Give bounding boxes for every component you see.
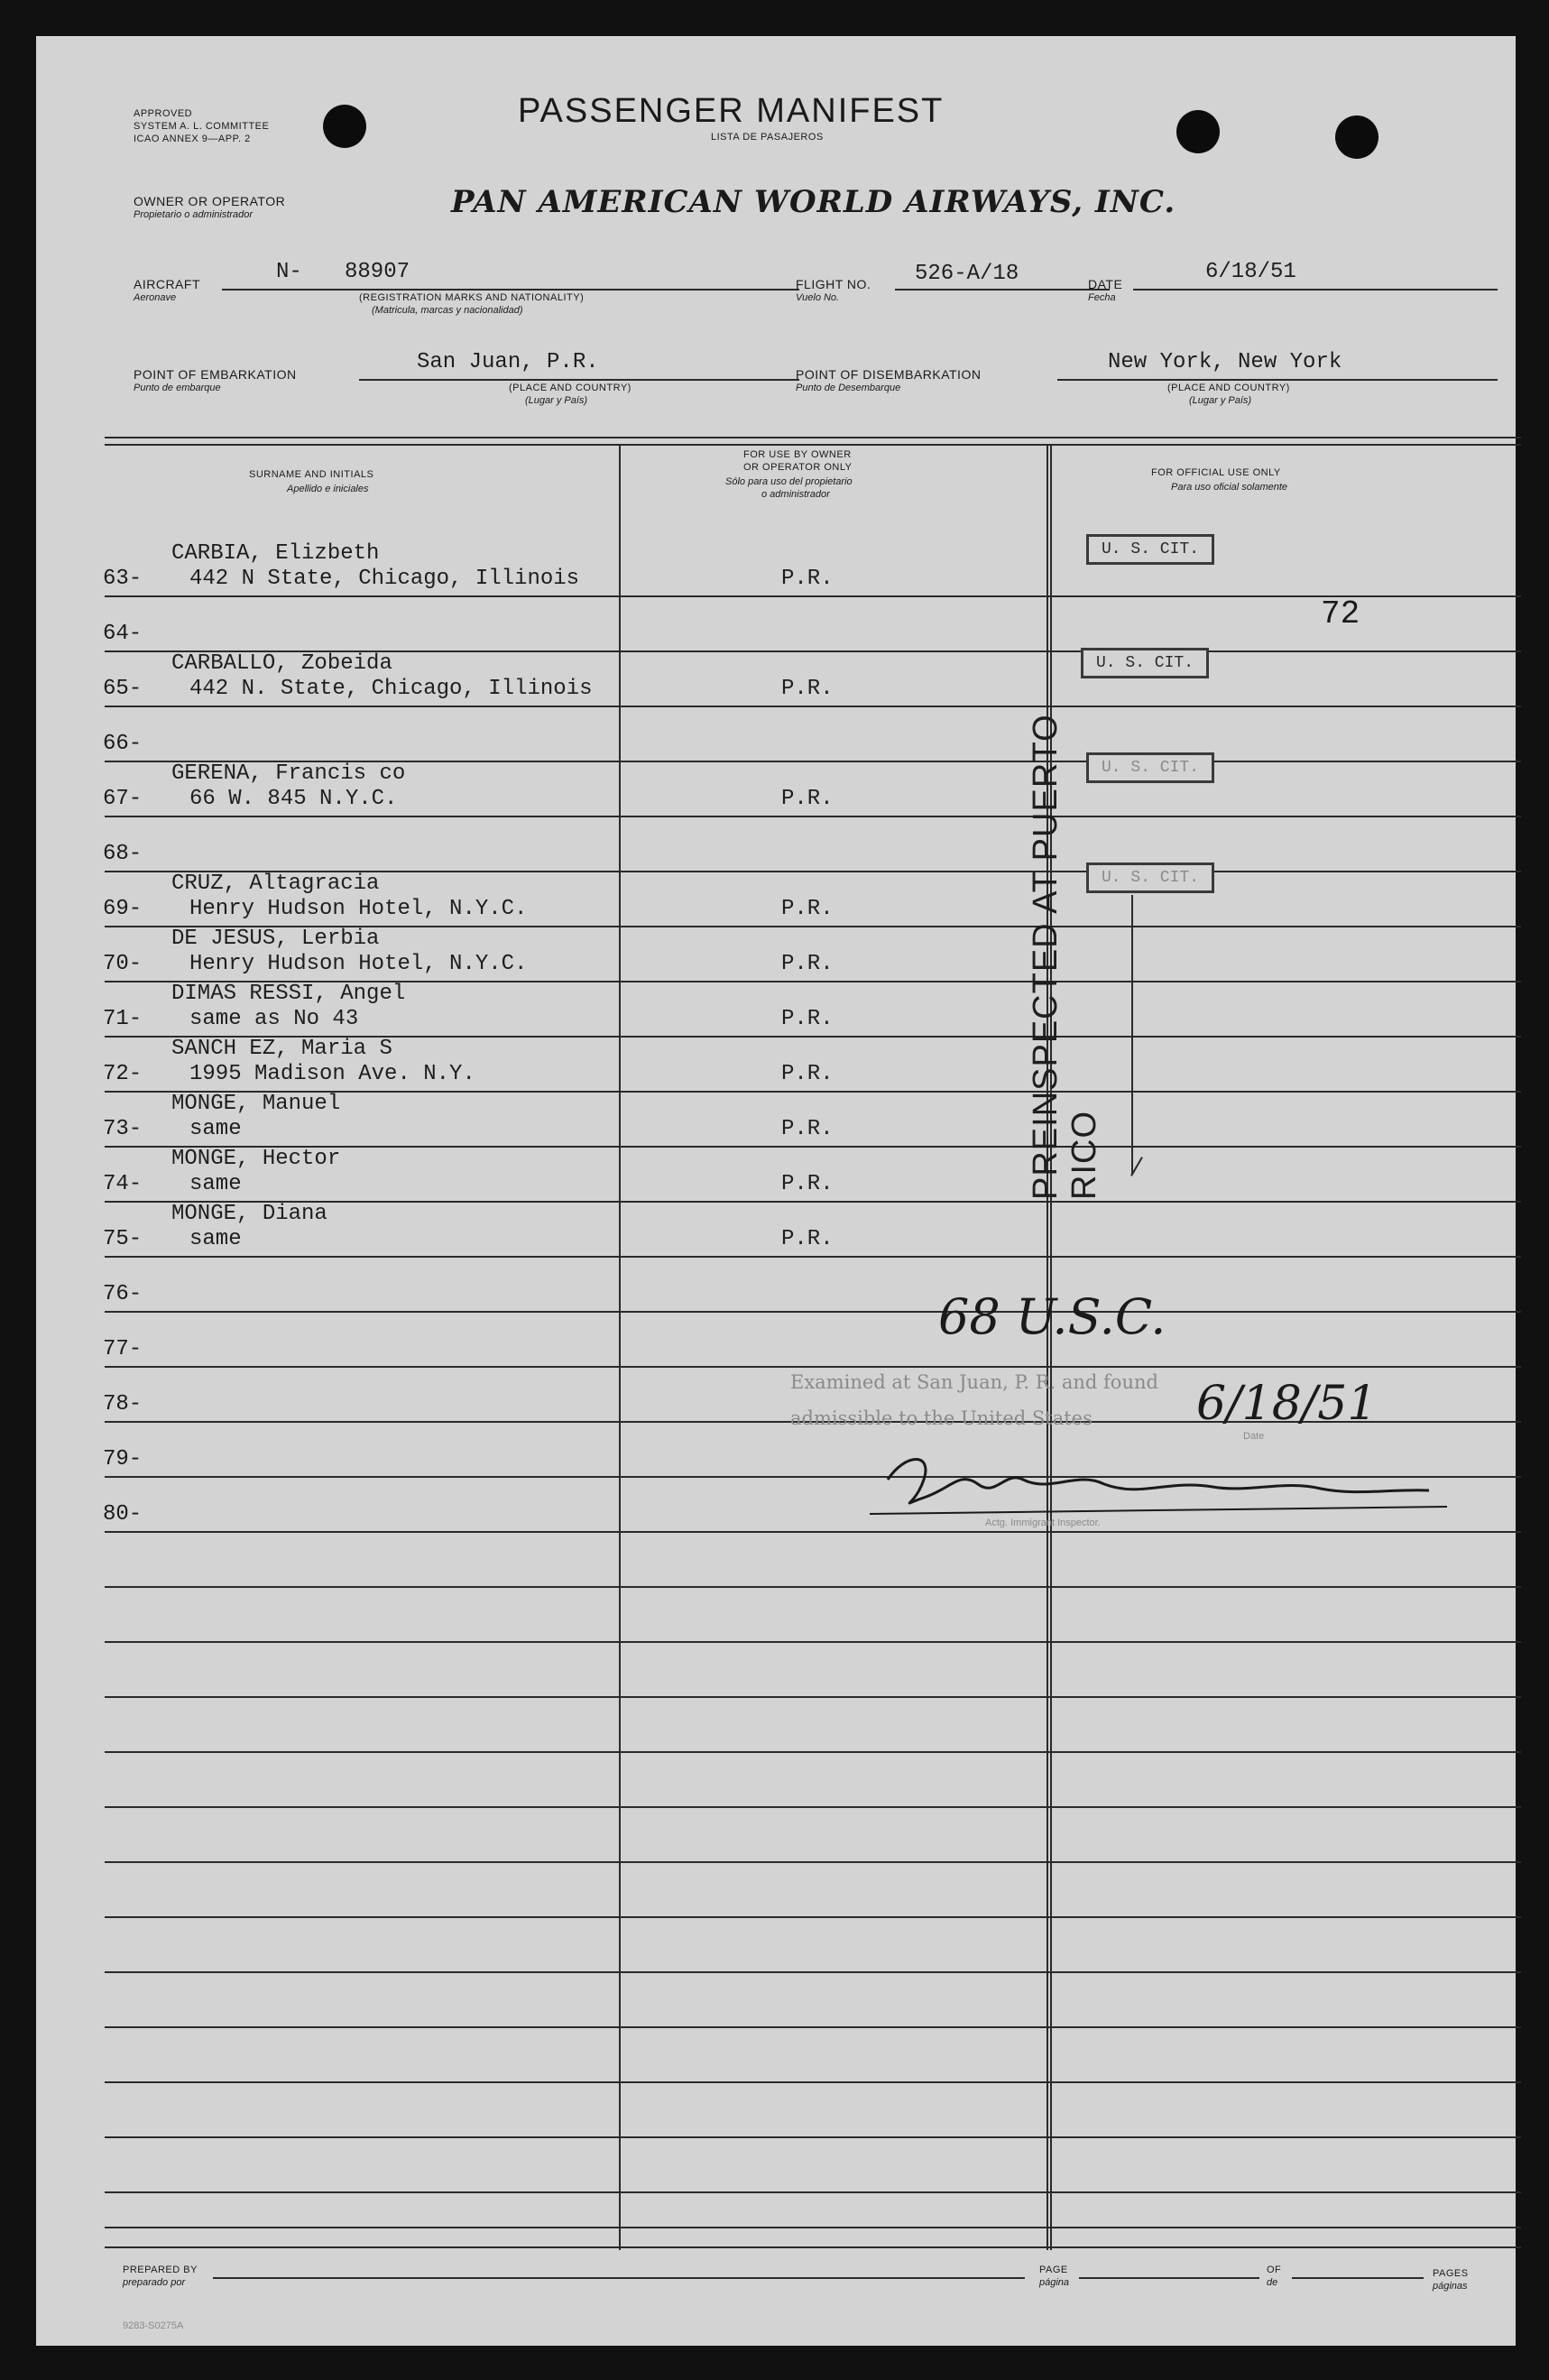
- passenger-name: MONGE, Manuel: [171, 1092, 341, 1116]
- us-cit-stamp: U. S. CIT.: [1086, 752, 1214, 783]
- col-header-surname-es: Apellido e iniciales: [287, 484, 369, 494]
- passenger-address: same: [189, 1172, 242, 1196]
- row-rule: [105, 1751, 1521, 1753]
- operator-use: P.R.: [781, 567, 834, 591]
- row-number: 72-: [103, 1062, 143, 1086]
- row-rule: [105, 2026, 1521, 2028]
- manifest-sheet: [36, 36, 1516, 2346]
- passenger-name: CARBIA, Elizbeth: [171, 541, 380, 566]
- operator-use: P.R.: [781, 1117, 834, 1141]
- pages-label: PAGES: [1433, 2268, 1469, 2279]
- aircraft-value: 88907: [345, 260, 410, 284]
- owner-label-es: Propietario o administrador: [134, 209, 254, 220]
- embarkation-label: POINT OF EMBARKATION: [134, 367, 297, 382]
- date-value: 6/18/51: [1205, 260, 1296, 284]
- operator-use: P.R.: [781, 677, 834, 701]
- approval-line-3: ICAO ANNEX 9—APP. 2: [134, 134, 251, 144]
- passenger-name: MONGE, Hector: [171, 1147, 341, 1171]
- operator-use: P.R.: [781, 787, 834, 811]
- passenger-address: 66 W. 845 N.Y.C.: [189, 787, 398, 811]
- embarkation-sublabel: (PLACE AND COUNTRY): [509, 383, 632, 393]
- row-number: 77-: [103, 1337, 143, 1361]
- row-number: 64-: [103, 622, 143, 646]
- aircraft-label-es: Aeronave: [134, 292, 177, 303]
- pages-label-es: páginas: [1433, 2281, 1468, 2292]
- operator-use: P.R.: [781, 1062, 834, 1086]
- punch-hole: [1176, 110, 1220, 153]
- row-rule: [105, 1971, 1521, 1973]
- aircraft-sublabel-es: (Matricula, marcas y nacionalidad): [372, 305, 523, 316]
- punch-hole: [1335, 115, 1378, 159]
- col-header-surname: SURNAME AND INITIALS: [249, 469, 374, 480]
- row-number: 79-: [103, 1447, 143, 1471]
- row-rule: [105, 1696, 1521, 1698]
- row-rule: [105, 2191, 1521, 2193]
- page-label-es: página: [1039, 2277, 1070, 2288]
- of-label: OF: [1267, 2265, 1282, 2275]
- row-rule: [105, 706, 1521, 707]
- us-cit-stamp: U. S. CIT.: [1086, 534, 1214, 565]
- prepared-by-label: PREPARED BY: [123, 2265, 198, 2275]
- flight-label: FLIGHT NO.: [796, 277, 871, 291]
- passenger-name: DIMAS RESSI, Angel: [171, 982, 406, 1006]
- row-rule: [105, 1861, 1521, 1863]
- col-header-owner-es-1: Sólo para uso del propietario: [725, 476, 853, 487]
- page-label: PAGE: [1039, 2265, 1068, 2275]
- passenger-address: 1995 Madison Ave. N.Y.: [189, 1062, 475, 1086]
- passenger-address: same: [189, 1227, 242, 1251]
- row-rule: [105, 1806, 1521, 1808]
- us-cit-stamp: U. S. CIT.: [1086, 863, 1214, 893]
- exam-line-1: Examined at San Juan, P. R. and found: [790, 1371, 1158, 1393]
- row-rule: [105, 2136, 1521, 2138]
- row-rule: [105, 1641, 1521, 1643]
- passenger-name: SANCH EZ, Maria S: [171, 1037, 392, 1061]
- passenger-address: 442 N. State, Chicago, Illinois: [189, 677, 593, 701]
- owner-label: OWNER OR OPERATOR: [134, 194, 286, 208]
- row-number: 74-: [103, 1172, 143, 1196]
- operator-use: P.R.: [781, 952, 834, 976]
- row-number: 80-: [103, 1502, 143, 1527]
- passenger-name: CRUZ, Altagracia: [171, 872, 380, 896]
- col-header-official-es: Para uso oficial solamente: [1171, 482, 1288, 493]
- passenger-name: DE JESUS, Lerbia: [171, 927, 380, 951]
- col-header-owner-1: FOR USE BY OWNER: [743, 449, 852, 460]
- punch-hole: [323, 105, 366, 148]
- passenger-address: Henry Hudson Hotel, N.Y.C.: [189, 897, 528, 921]
- approval-line-1: APPROVED: [134, 108, 193, 119]
- col-header-owner-2: OR OPERATOR ONLY: [743, 462, 853, 473]
- row-number: 69-: [103, 897, 143, 921]
- inspector-label: Actg. Immigrant Inspector.: [985, 1517, 1101, 1528]
- operator-use: P.R.: [781, 897, 834, 921]
- passenger-address: same as No 43: [189, 1007, 359, 1031]
- row-number: 70-: [103, 952, 143, 976]
- row-rule: [105, 1366, 1521, 1368]
- of-label-es: de: [1267, 2277, 1278, 2288]
- preinspected-stamp: PREINSPECTED AT PUERTO RICO: [1027, 714, 1103, 1200]
- exam-date: 6/18/51: [1196, 1377, 1378, 1431]
- passenger-address: Henry Hudson Hotel, N.Y.C.: [189, 952, 528, 976]
- row-number: 71-: [103, 1007, 143, 1031]
- row-number: 68-: [103, 842, 143, 866]
- row-number: 76-: [103, 1282, 143, 1306]
- us-cit-stamp: U. S. CIT.: [1081, 648, 1209, 678]
- embarkation-label-es: Punto de embarque: [134, 383, 221, 393]
- disembarkation-label: POINT OF DISEMBARKATION: [796, 367, 982, 382]
- col-header-official: FOR OFFICIAL USE ONLY: [1151, 467, 1281, 478]
- row-number: 67-: [103, 787, 143, 811]
- embarkation-value: San Juan, P.R.: [417, 350, 599, 374]
- row-rule: [105, 595, 1521, 597]
- page-subtitle: LISTA DE PASAJEROS: [711, 132, 824, 143]
- exam-line-2: admissible to the United States: [790, 1407, 1093, 1429]
- date-label: DATE: [1088, 277, 1123, 291]
- check-line: [1131, 895, 1133, 1175]
- row-rule: [105, 2246, 1521, 2248]
- disembarkation-sublabel-es: (Lugar y País): [1189, 395, 1252, 406]
- row-rule: [105, 1916, 1521, 1918]
- owner-value: PAN AMERICAN WORLD AIRWAYS, INC.: [451, 184, 1176, 220]
- row-rule: [105, 1311, 1521, 1313]
- row-rule: [105, 2081, 1521, 2083]
- embarkation-sublabel-es: (Lugar y País): [525, 395, 588, 406]
- approval-line-2: SYSTEM A. L. COMMITTEE: [134, 121, 270, 132]
- aircraft-label: AIRCRAFT: [134, 277, 200, 291]
- inspector-signature: [870, 1444, 1447, 1525]
- date-label-es: Fecha: [1088, 292, 1116, 303]
- exam-date-label: Date: [1243, 1431, 1265, 1442]
- operator-use: P.R.: [781, 1227, 834, 1251]
- row-number: 73-: [103, 1117, 143, 1141]
- disembarkation-label-es: Punto de Desembarque: [796, 383, 901, 393]
- passenger-address: 442 N State, Chicago, Illinois: [189, 567, 580, 591]
- row-rule: [105, 1531, 1521, 1533]
- disembarkation-value: New York, New York: [1108, 350, 1342, 374]
- operator-use: P.R.: [781, 1172, 834, 1196]
- flight-value: 526-A/18: [915, 262, 1019, 286]
- passenger-name: GERENA, Francis co: [171, 761, 406, 786]
- passenger-address: same: [189, 1117, 242, 1141]
- row-rule: [105, 1586, 1521, 1588]
- col-header-owner-es-2: o administrador: [761, 489, 830, 500]
- aircraft-prefix: N-: [276, 260, 302, 284]
- page-title: PASSENGER MANIFEST: [518, 92, 945, 130]
- passenger-name: MONGE, Diana: [171, 1202, 327, 1226]
- aircraft-sublabel: (REGISTRATION MARKS AND NATIONALITY): [359, 292, 585, 303]
- row-number: 63-: [103, 567, 143, 591]
- row-number: 65-: [103, 677, 143, 701]
- row-number: 78-: [103, 1392, 143, 1416]
- row-rule: [105, 816, 1521, 817]
- row-number: 75-: [103, 1227, 143, 1251]
- disembarkation-sublabel: (PLACE AND COUNTRY): [1167, 383, 1290, 393]
- flight-label-es: Vuelo No.: [796, 292, 840, 303]
- row-number: 66-: [103, 732, 143, 756]
- handwritten-count: 68 U.S.C.: [938, 1288, 1166, 1345]
- form-number: 9283-S0275A: [123, 2320, 184, 2331]
- passenger-count: 72: [1321, 595, 1360, 632]
- prepared-by-label-es: preparado por: [123, 2277, 186, 2288]
- row-rule: [105, 1256, 1521, 1258]
- operator-use: P.R.: [781, 1007, 834, 1031]
- passenger-name: CARBALLO, Zobeida: [171, 651, 392, 676]
